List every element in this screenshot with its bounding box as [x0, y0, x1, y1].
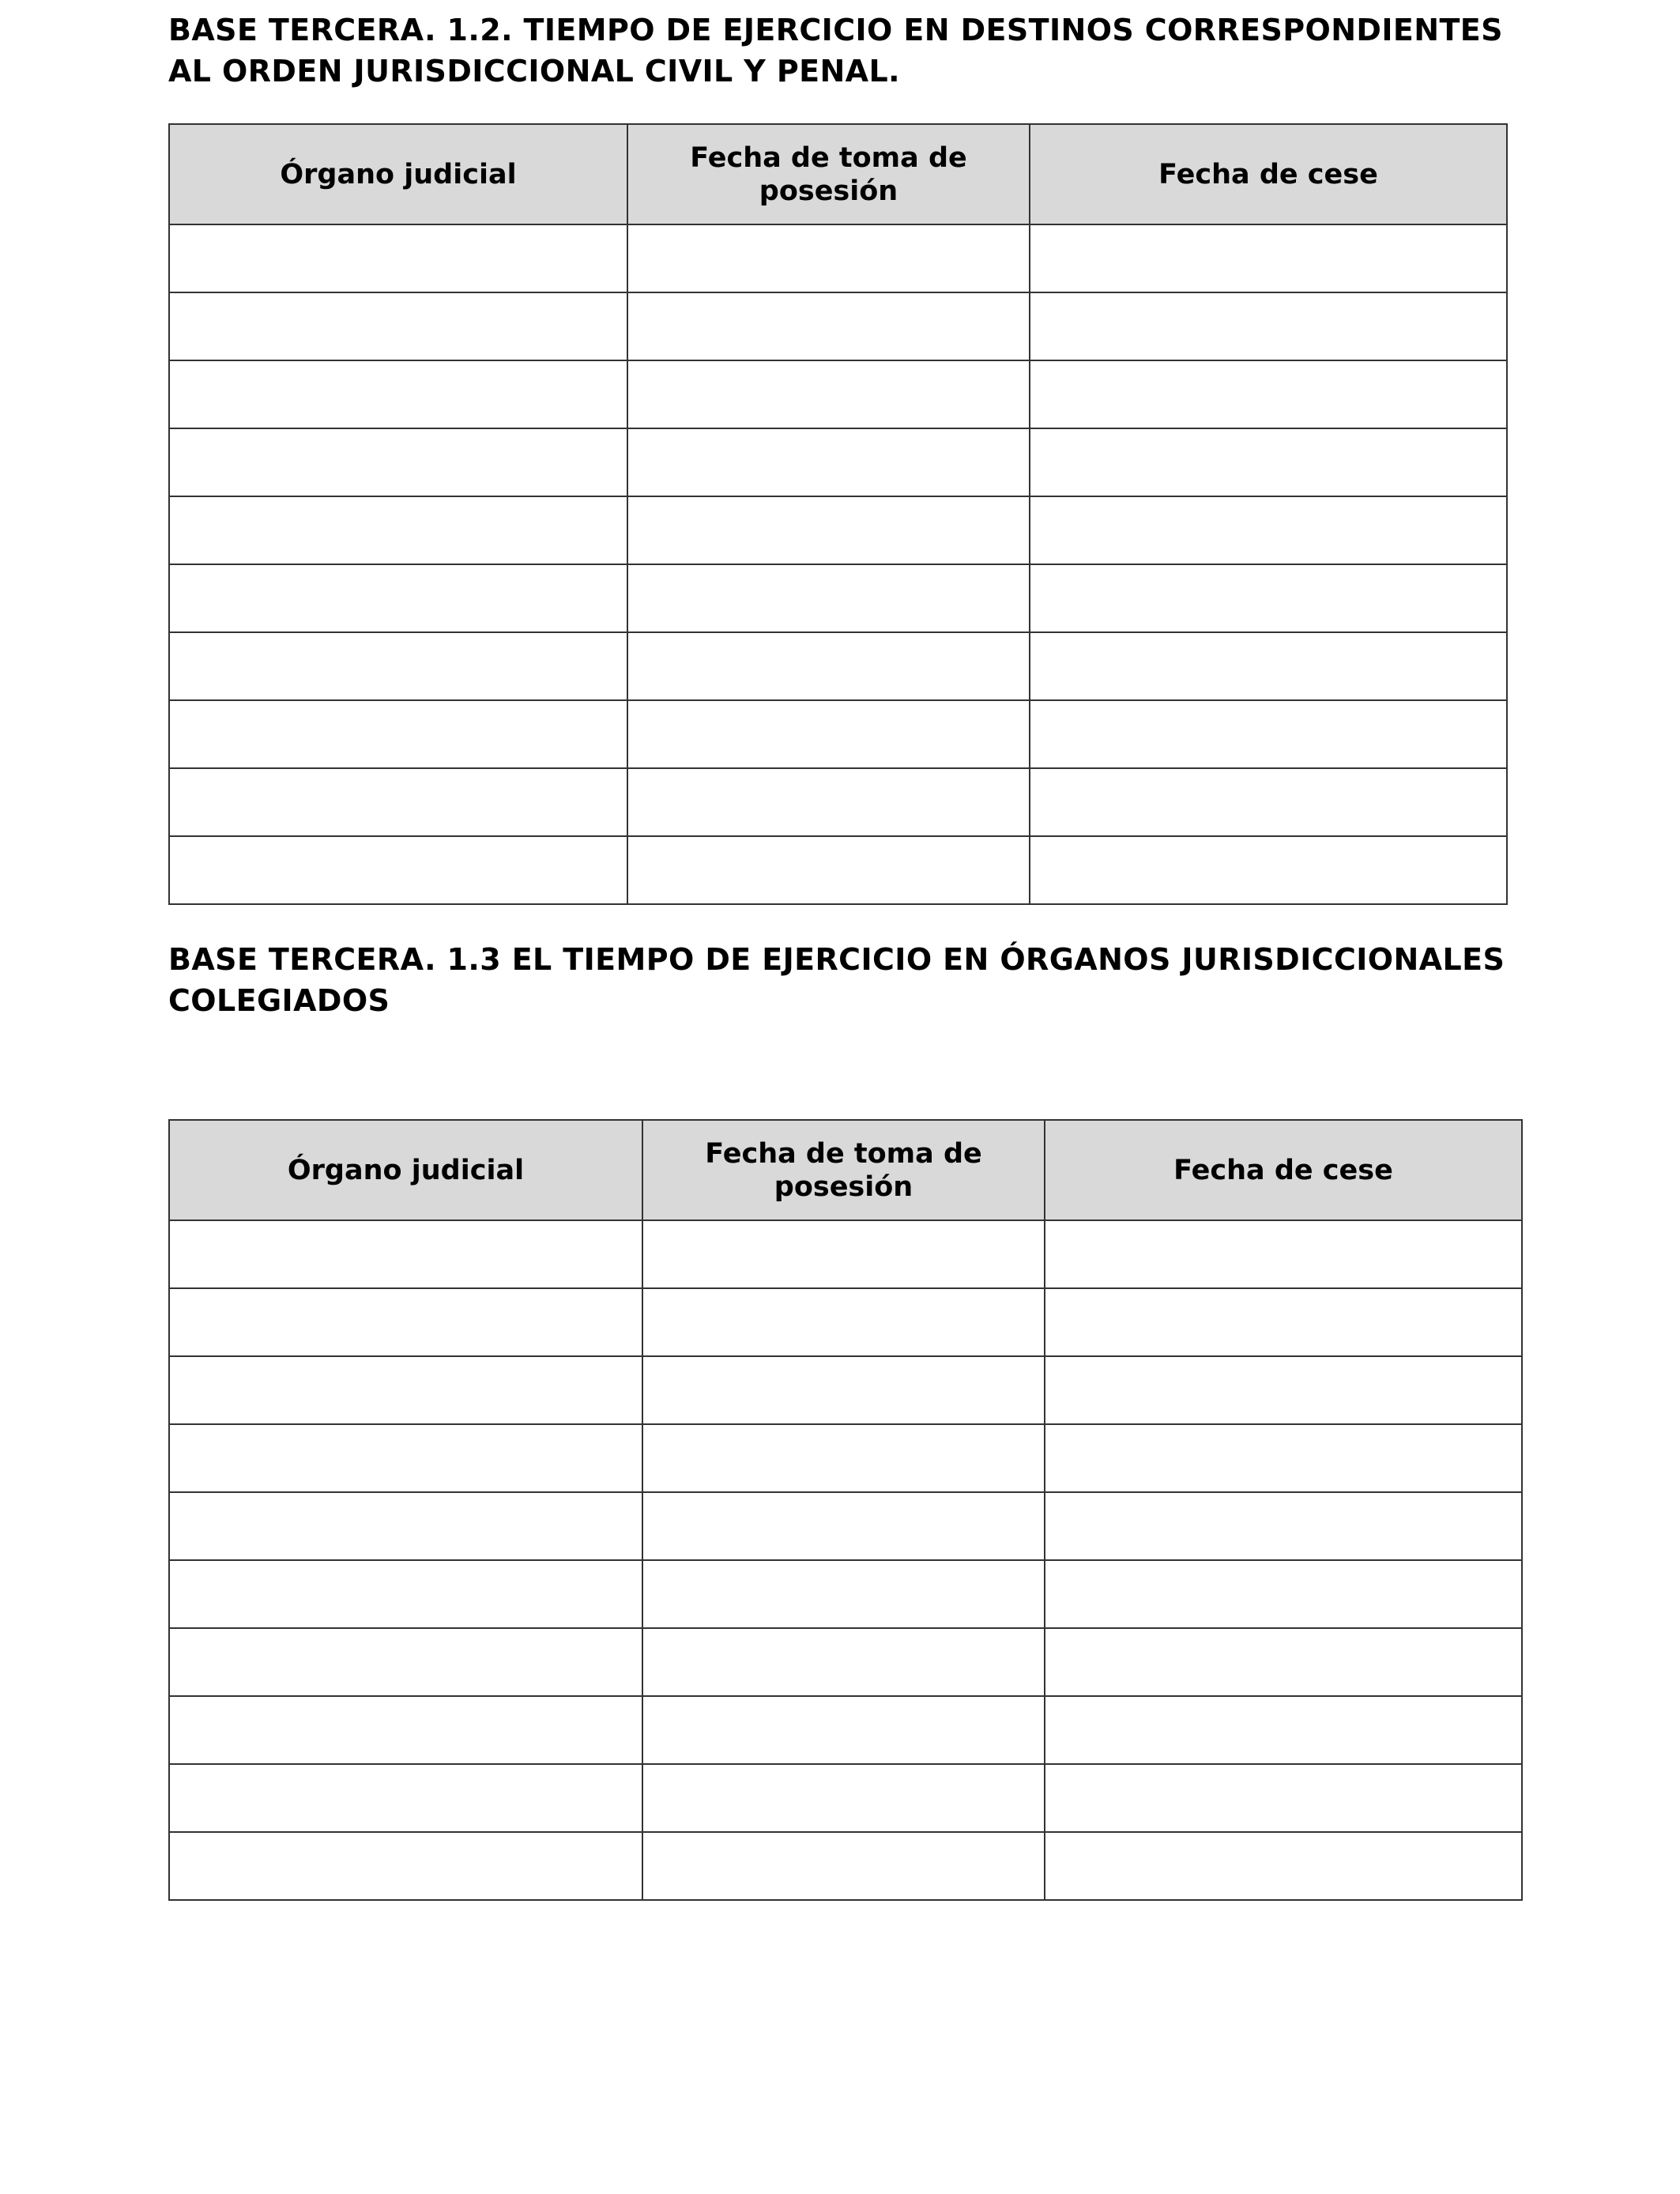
table-row — [169, 1764, 1522, 1832]
column-header-fecha-toma-posesion: Fecha de toma de posesión — [642, 1120, 1045, 1220]
table-row — [169, 224, 1507, 292]
cell-organo-judicial[interactable] — [169, 1356, 642, 1424]
column-header-organo-judicial: Órgano judicial — [169, 124, 627, 224]
cell-fecha-toma-posesion[interactable] — [642, 1356, 1045, 1424]
section-1-table — [168, 123, 1508, 905]
cell-fecha-cese[interactable] — [1045, 1288, 1522, 1356]
cell-fecha-toma-posesion[interactable] — [642, 1492, 1045, 1560]
cell-organo-judicial[interactable] — [169, 1764, 642, 1832]
table-row — [169, 496, 1507, 564]
section-2-heading-line-1: BASE TERCERA. 1.3 EL TIEMPO DE EJERCICIO EN ÓRGANOS JURISDICCIONALES — [168, 942, 1505, 977]
cell-organo-judicial[interactable] — [169, 224, 627, 292]
section-2-heading-line-2: COLEGIADOS — [168, 983, 390, 1018]
cell-fecha-cese[interactable] — [1045, 1832, 1522, 1900]
cell-fecha-toma-posesion[interactable] — [642, 1696, 1045, 1764]
table-row — [169, 1560, 1522, 1628]
cell-fecha-cese[interactable] — [1045, 1764, 1522, 1832]
table-header-row — [169, 1120, 1522, 1220]
cell-organo-judicial[interactable] — [169, 496, 627, 564]
cell-fecha-cese[interactable] — [1045, 1356, 1522, 1424]
table-row — [169, 632, 1507, 700]
table-row — [169, 360, 1507, 428]
table-row — [169, 768, 1507, 836]
cell-organo-judicial[interactable] — [169, 768, 627, 836]
cell-fecha-cese[interactable] — [1045, 1424, 1522, 1492]
section-1-heading — [168, 9, 1503, 92]
cell-fecha-cese[interactable] — [1045, 1220, 1522, 1288]
cell-fecha-cese[interactable] — [1030, 836, 1507, 904]
table-row — [169, 1492, 1522, 1560]
cell-fecha-cese[interactable] — [1030, 428, 1507, 496]
cell-organo-judicial[interactable] — [169, 632, 627, 700]
cell-organo-judicial[interactable] — [169, 1220, 642, 1288]
cell-fecha-toma-posesion[interactable] — [627, 632, 1030, 700]
cell-fecha-cese[interactable] — [1030, 496, 1507, 564]
cell-fecha-cese[interactable] — [1045, 1628, 1522, 1696]
cell-fecha-cese[interactable] — [1030, 768, 1507, 836]
cell-fecha-toma-posesion[interactable] — [627, 564, 1030, 632]
cell-fecha-cese[interactable] — [1030, 360, 1507, 428]
cell-fecha-cese[interactable] — [1045, 1696, 1522, 1764]
cell-organo-judicial[interactable] — [169, 1628, 642, 1696]
cell-fecha-toma-posesion[interactable] — [642, 1424, 1045, 1492]
cell-fecha-toma-posesion[interactable] — [642, 1288, 1045, 1356]
table-row — [169, 1356, 1522, 1424]
cell-organo-judicial[interactable] — [169, 1492, 642, 1560]
cell-organo-judicial[interactable] — [169, 836, 627, 904]
cell-fecha-cese[interactable] — [1030, 224, 1507, 292]
table-row — [169, 1832, 1522, 1900]
section-2-heading — [168, 939, 1505, 1021]
cell-organo-judicial[interactable] — [169, 292, 627, 360]
section-1-table-body — [169, 224, 1507, 904]
cell-fecha-toma-posesion[interactable] — [627, 700, 1030, 768]
table-row — [169, 428, 1507, 496]
column-header-fecha-cese: Fecha de cese — [1030, 124, 1507, 224]
cell-fecha-cese[interactable] — [1030, 292, 1507, 360]
table-row — [169, 564, 1507, 632]
table-row — [169, 836, 1507, 904]
table-header-row — [169, 124, 1507, 224]
cell-organo-judicial[interactable] — [169, 1560, 642, 1628]
cell-fecha-toma-posesion[interactable] — [627, 496, 1030, 564]
table-row — [169, 1424, 1522, 1492]
cell-organo-judicial[interactable] — [169, 428, 627, 496]
cell-fecha-toma-posesion[interactable] — [627, 768, 1030, 836]
table-row — [169, 700, 1507, 768]
cell-fecha-toma-posesion[interactable] — [642, 1832, 1045, 1900]
cell-fecha-toma-posesion[interactable] — [627, 292, 1030, 360]
cell-fecha-cese[interactable] — [1030, 632, 1507, 700]
cell-organo-judicial[interactable] — [169, 1288, 642, 1356]
cell-fecha-cese[interactable] — [1045, 1492, 1522, 1560]
section-2-table — [168, 1119, 1523, 1901]
cell-organo-judicial[interactable] — [169, 564, 627, 632]
column-header-fecha-cese: Fecha de cese — [1045, 1120, 1522, 1220]
column-header-organo-judicial: Órgano judicial — [169, 1120, 642, 1220]
section-2-table-body — [169, 1220, 1522, 1900]
cell-organo-judicial[interactable] — [169, 1696, 642, 1764]
table-row — [169, 292, 1507, 360]
cell-organo-judicial[interactable] — [169, 360, 627, 428]
cell-fecha-cese[interactable] — [1045, 1560, 1522, 1628]
cell-fecha-toma-posesion[interactable] — [627, 836, 1030, 904]
cell-organo-judicial[interactable] — [169, 1424, 642, 1492]
table-row — [169, 1288, 1522, 1356]
table-row — [169, 1628, 1522, 1696]
cell-fecha-toma-posesion[interactable] — [627, 224, 1030, 292]
cell-fecha-cese[interactable] — [1030, 700, 1507, 768]
cell-fecha-toma-posesion[interactable] — [642, 1628, 1045, 1696]
table-row — [169, 1696, 1522, 1764]
cell-fecha-toma-posesion[interactable] — [627, 428, 1030, 496]
cell-fecha-cese[interactable] — [1030, 564, 1507, 632]
section-1-heading-line-2: AL ORDEN JURISDICCIONAL CIVIL Y PENAL. — [168, 54, 900, 89]
cell-fecha-toma-posesion[interactable] — [642, 1560, 1045, 1628]
cell-fecha-toma-posesion[interactable] — [642, 1764, 1045, 1832]
column-header-fecha-toma-posesion: Fecha de toma de posesión — [627, 124, 1030, 224]
section-1-heading-line-1: BASE TERCERA. 1.2. TIEMPO DE EJERCICIO EN DESTINOS CORRESPONDIENTES — [168, 13, 1503, 47]
cell-fecha-toma-posesion[interactable] — [642, 1220, 1045, 1288]
cell-organo-judicial[interactable] — [169, 1832, 642, 1900]
cell-fecha-toma-posesion[interactable] — [627, 360, 1030, 428]
cell-organo-judicial[interactable] — [169, 700, 627, 768]
table-row — [169, 1220, 1522, 1288]
